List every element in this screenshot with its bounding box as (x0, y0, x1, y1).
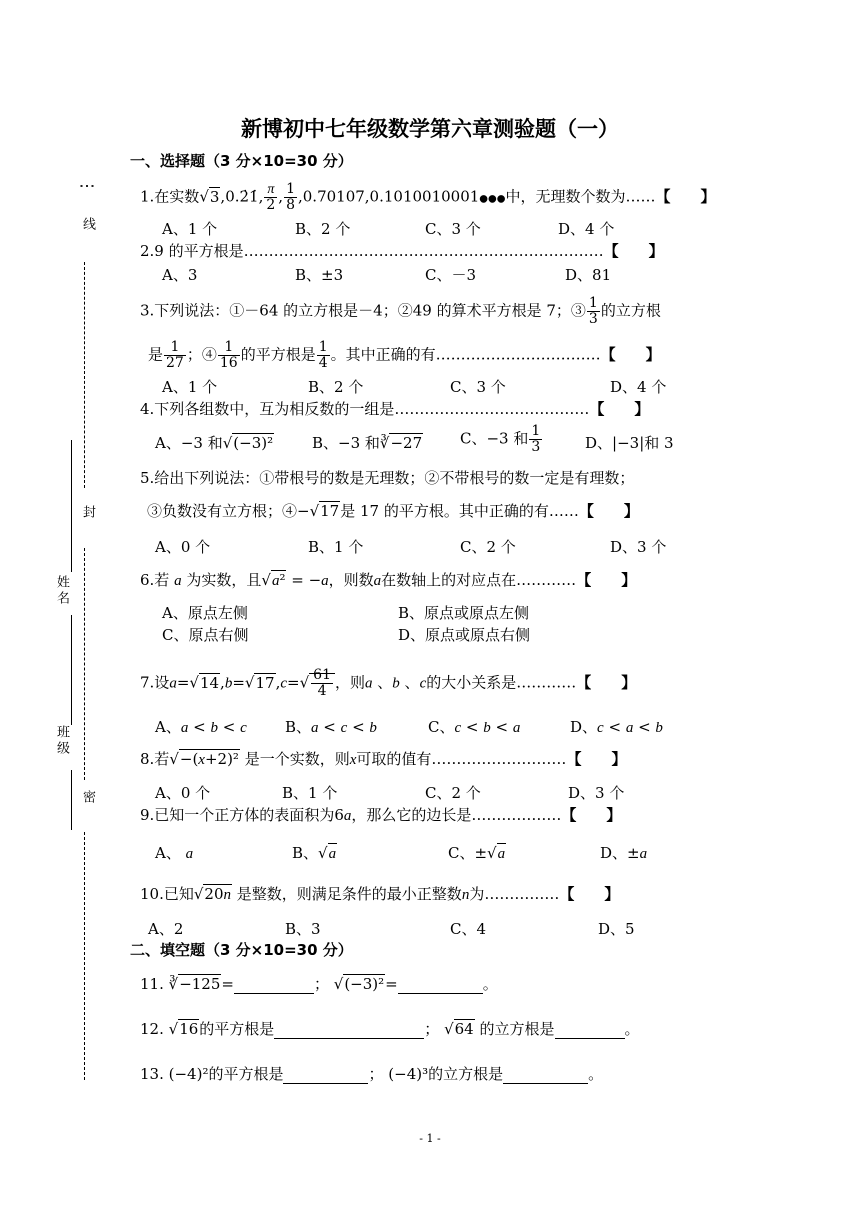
q5-option-b: B、1 个 (308, 538, 364, 556)
q5-option-a: A、0 个 (155, 538, 211, 556)
q10-option-a: A、2 (148, 920, 184, 938)
q8-option-a: A、0 个 (155, 784, 211, 802)
q2-option-d: D、81 (565, 266, 612, 284)
q2-option-c: C、－3 (425, 266, 477, 284)
q4-option-c: C、−3 和 $\frac{1}{3}$ (460, 423, 541, 455)
page-title: 新博初中七年级数学第六章测验题（一） (241, 117, 619, 141)
binding-label-secret: 密 (80, 790, 95, 806)
binding-label-line: 线 (80, 217, 95, 233)
q8-option-d: D、3 个 (568, 784, 625, 802)
q3-option-d: D、4 个 (610, 378, 667, 396)
q7-option-b: B、a < c < b (285, 718, 377, 736)
answer-blank[interactable] (234, 977, 314, 994)
section-choice-heading: 一、选择题（3 分×10=30 分） (130, 152, 353, 170)
q7-option-a: A、a < b < c (155, 718, 247, 736)
question-13: 13. (−4)²的平方根是 ； (−4)³的立方根是 。 (140, 1065, 604, 1083)
question-4: 4.下列各组数中，互为相反数的一组是…………………………………【 】 (140, 400, 650, 418)
answer-blank[interactable] (503, 1067, 588, 1084)
q3-option-c: C、3 个 (450, 378, 506, 396)
answer-blank[interactable] (283, 1067, 368, 1084)
q5-option-d: D、3 个 (610, 538, 667, 556)
q1-option-c: C、3 个 (425, 220, 481, 238)
question-9: 9.已知一个正方体的表面积为6a，那么它的边长是………………【 】 (140, 806, 622, 824)
section-fill-heading: 二、填空题（3 分×10=30 分） (130, 941, 353, 959)
q4-option-a: A、−3 和√(−3)² (155, 434, 274, 452)
question-3-line-1: 3.下列说法：①－64 的立方根是－4；②49 的算术平方根是 7；③ $\frac{1}{3}$ 的立方根 (140, 295, 661, 327)
q9-option-a: A、 a (155, 844, 194, 862)
binding-dashed-line (84, 548, 85, 780)
q8-option-c: C、2 个 (425, 784, 481, 802)
q10-option-d: D、5 (598, 920, 635, 938)
answer-blank[interactable] (274, 1022, 424, 1039)
binding-label-seal: 封 (80, 505, 95, 521)
q5-option-c: C、2 个 (460, 538, 516, 556)
question-3-line-2: 是 $\frac{1}{27}$ ；④ $\frac{1}{16}$ 的平方根是 $\frac{1}{4}$ 。其中正确的有……………………………【 】 (148, 339, 661, 371)
q7-option-d: D、c < a < b (570, 718, 663, 736)
q3-option-b: B、2 个 (308, 378, 364, 396)
page-number: - 1 - (419, 1132, 441, 1145)
q1-option-a: A、1 个 (162, 220, 218, 238)
question-6: 6.若 a 为实数，且√a² = −a，则数a在数轴上的对应点在…………【 】 (140, 571, 637, 589)
q2-option-b: B、±3 (295, 266, 344, 284)
class-field-line (71, 770, 72, 830)
question-2: 2.9 的平方根是………………………………………………………………【 】 (140, 242, 664, 260)
question-1: 1.在实数√3,0.2̇1̇, $\frac{\pi}{2}$ , $\frac{1}{8}$ ,0.70107,0.1010010001●●●中，无理数个数为……【 】 (140, 181, 716, 213)
name-field-line (71, 440, 72, 572)
name-label: 姓名 (54, 575, 69, 607)
q10-option-c: C、4 (450, 920, 487, 938)
question-5-line-1: 5.给出下列说法：①带根号的数是无理数；②不带根号的数一定是有理数； (140, 469, 635, 487)
q10-option-b: B、3 (285, 920, 321, 938)
q9-option-d: D、±a (600, 844, 648, 862)
q6-option-d: D、原点或原点右侧 (398, 626, 531, 644)
question-12: 12. √16的平方根是 ； √64 的立方根是 。 (140, 1020, 640, 1038)
question-11: 11. ∛−125= ； √(−3)²= 。 (140, 975, 498, 993)
q8-option-b: B、1 个 (282, 784, 338, 802)
question-5-line-2: ③负数没有立方根；④−√17是 17 的平方根。其中正确的有……【 】 (147, 502, 639, 520)
answer-blank[interactable] (555, 1022, 625, 1039)
question-7: 7.设a=√14,b=√17,c=√ $\frac{61}{4}$ ，则a 、b 、c的大小关系是…………【 】 (140, 667, 637, 699)
q9-option-c: C、±√a (448, 844, 506, 862)
class-label: 班级 (54, 725, 69, 757)
question-8: 8.若√−(x+2)² 是一个实数，则x可取的值有………………………【 】 (140, 750, 627, 768)
q1-option-d: D、4 个 (558, 220, 615, 238)
binding-dashed-line (84, 832, 85, 1080)
class-field-line (71, 615, 72, 725)
q6-option-b: B、原点或原点左侧 (398, 604, 530, 622)
q1-option-b: B、2 个 (295, 220, 351, 238)
q9-option-b: B、√a (292, 844, 337, 862)
question-10: 10.已知√20n 是整数，则满足条件的最小正整数n为……………【 】 (140, 885, 620, 903)
q6-option-c: C、原点右侧 (162, 626, 249, 644)
q6-option-a: A、原点左侧 (162, 604, 248, 622)
binding-dashed-line (84, 262, 85, 488)
q4-option-d: D、|−3|和 3 (585, 434, 674, 452)
q7-option-c: C、c < b < a (428, 718, 521, 736)
q4-option-b: B、−3 和∛−27 (312, 434, 423, 452)
q2-option-a: A、3 (162, 266, 198, 284)
q3-option-a: A、1 个 (162, 378, 218, 396)
answer-blank[interactable] (398, 977, 483, 994)
binding-dots: ⋮ (78, 178, 97, 197)
